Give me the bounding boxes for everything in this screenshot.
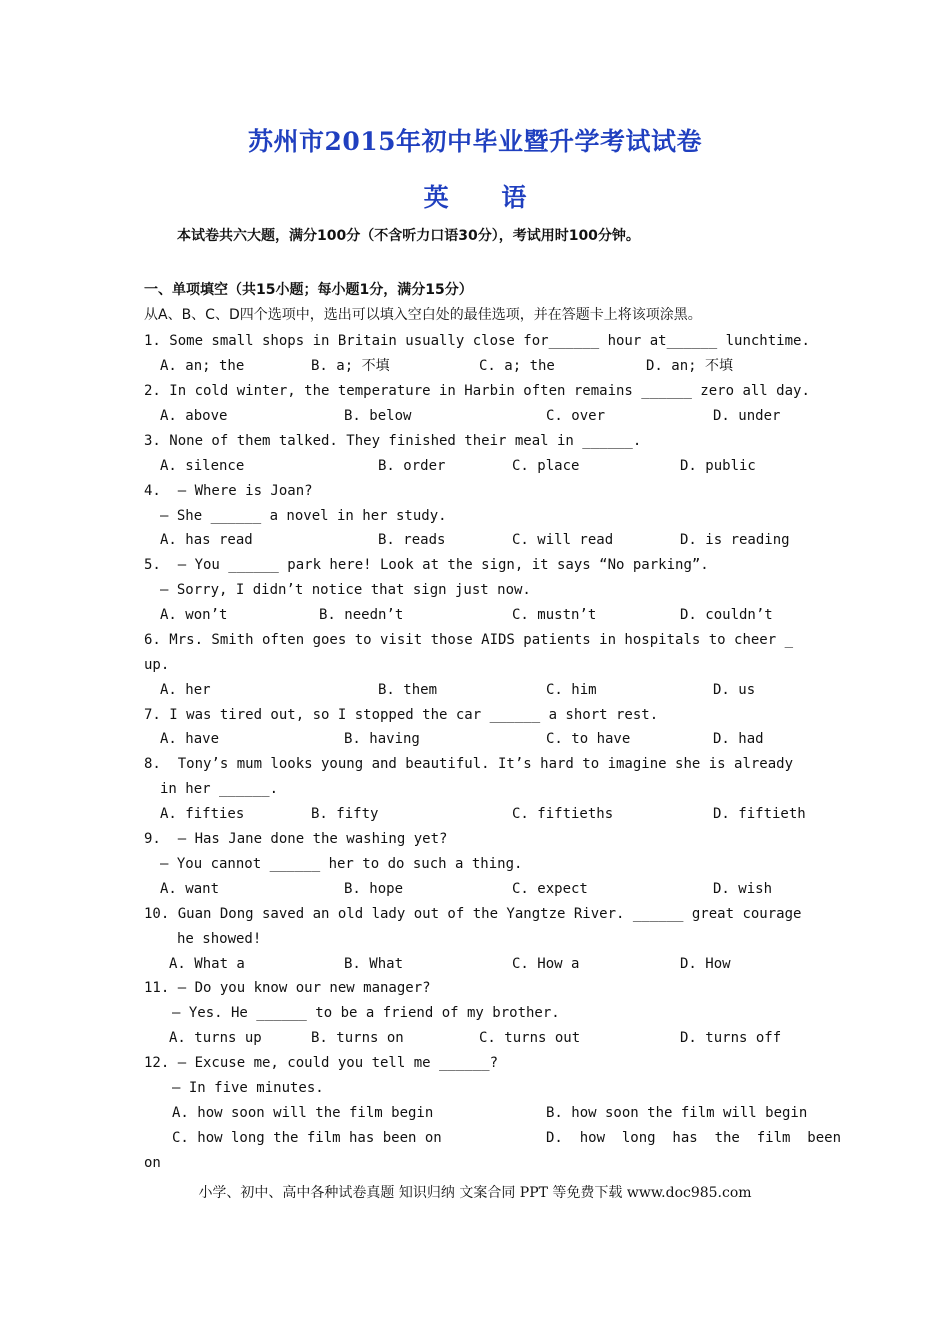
q8-option-d: D. fiftieth [713, 806, 806, 822]
q6-option-b: B. them [378, 682, 438, 698]
q12-option-c: C. how long the film has been on [172, 1130, 442, 1146]
q3-option-c: C. place [512, 458, 580, 474]
q1-option-c: C. a; the [479, 358, 555, 374]
q9-option-b: B. hope [344, 881, 404, 897]
q2-option-a: A. above [160, 408, 228, 424]
q5-option-a: A. won’t [160, 607, 228, 623]
section-title: 一、单项填空（共15小题；每小题1分，满分15分） [144, 282, 473, 298]
question-2-stem: 2. In cold winter, the temperature in Harbin often remains ______ zero all day. [144, 383, 810, 399]
q5-option-c: C. mustn’t [512, 607, 597, 623]
question-8-stem: 8. Tony’s mum looks young and beautiful. It’s hard to imagine she is already [144, 756, 794, 772]
q8-option-b: B. fifty [311, 806, 379, 822]
q11-option-a: A. turns up [169, 1030, 262, 1046]
question-9-stem: 9. — Has Jane done the washing yet? [144, 831, 448, 847]
q11-option-b: B. turns on [311, 1030, 404, 1046]
q12-option-d: D. how long has the film been [546, 1130, 842, 1146]
question-6-wrap: up. [144, 657, 170, 673]
q8-option-c: C. fiftieths [512, 806, 614, 822]
question-11-reply: — Yes. He ______ to be a friend of my brother. [172, 1005, 560, 1021]
q1-option-b: B. a; 不填 [311, 358, 390, 374]
question-4-reply: — She ______ a novel in her study. [160, 508, 447, 524]
q12-option-d-wrap: on [144, 1155, 161, 1171]
q10-option-c: C. How a [512, 956, 580, 972]
q8-option-a: A. fifties [160, 806, 245, 822]
subject-title: 英 语 [423, 183, 527, 212]
q6-option-c: C. him [546, 682, 597, 698]
question-12-stem: 12. — Excuse me, could you tell me ______? [144, 1055, 499, 1071]
q10-option-b: B. What [344, 956, 404, 972]
question-7-stem: 7. I was tired out, so I stopped the car ______ a short rest. [144, 707, 659, 723]
section-instruction: 从A、B、C、D四个选项中，选出可以填入空白处的最佳选项，并在答题卡上将该项涂黑。 [144, 307, 702, 323]
question-10-stem: 10. Guan Dong saved an old lady out of the Yangtze River. ______ great courage [144, 906, 802, 922]
q7-option-a: A. have [160, 731, 220, 747]
q4-option-d: D. is reading [680, 532, 790, 548]
q9-option-c: C. expect [512, 881, 588, 897]
q4-option-c: C. will read [512, 532, 614, 548]
question-1-stem: 1. Some small shops in Britain usually close for______ hour at______ lunchtime. [144, 333, 810, 349]
q2-option-b: B. below [344, 408, 412, 424]
q5-option-b: B. needn’t [319, 607, 404, 623]
q7-option-b: B. having [344, 731, 420, 747]
q10-option-a: A. What a [169, 956, 245, 972]
question-11-stem: 11. — Do you know our new manager? [144, 980, 431, 996]
q2-option-c: C. over [546, 408, 606, 424]
question-9-reply: — You cannot ______ her to do such a thing. [160, 856, 523, 872]
q11-option-d: D. turns off [680, 1030, 782, 1046]
q9-option-a: A. want [160, 881, 220, 897]
q7-option-d: D. had [713, 731, 764, 747]
question-3-stem: 3. None of them talked. They finished their meal in ______. [144, 433, 642, 449]
footer-watermark: 小学、初中、高中各种试卷真题 知识归纳 文案合同 PPT 等免费下载 www.doc985.com [198, 1185, 752, 1201]
q4-option-b: B. reads [378, 532, 446, 548]
question-12-reply: — In five minutes. [172, 1080, 324, 1096]
q11-option-c: C. turns out [479, 1030, 581, 1046]
q6-option-d: D. us [713, 682, 756, 698]
question-4-stem: 4. — Where is Joan? [144, 483, 313, 499]
q3-option-a: A. silence [160, 458, 245, 474]
question-5-reply: — Sorry, I didn’t notice that sign just now. [160, 582, 531, 598]
question-6-stem: 6. Mrs. Smith often goes to visit those AIDS patients in hospitals to cheer _ [144, 632, 794, 648]
q9-option-d: D. wish [713, 881, 773, 897]
exam-title: 苏州市2015年初中毕业暨升学考试试卷 [247, 127, 703, 156]
q4-option-a: A. has read [160, 532, 253, 548]
q3-option-d: D. public [680, 458, 756, 474]
question-10-wrap: he showed! [177, 931, 262, 947]
q10-option-d: D. How [680, 956, 731, 972]
q1-option-a: A. an; the [160, 358, 245, 374]
exam-note: 本试卷共六大题，满分100分（不含听力口语30分），考试用时100分钟。 [177, 228, 640, 244]
q12-option-a: A. how soon will the film begin [172, 1105, 434, 1121]
q5-option-d: D. couldn’t [680, 607, 773, 623]
q7-option-c: C. to have [546, 731, 631, 747]
q2-option-d: D. under [713, 408, 781, 424]
question-8-wrap: in her ______. [160, 781, 279, 797]
q3-option-b: B. order [378, 458, 446, 474]
q6-option-a: A. her [160, 682, 211, 698]
question-5-stem: 5. — You ______ park here! Look at the sign, it says “No parking”. [144, 557, 709, 573]
q12-option-b: B. how soon the film will begin [546, 1105, 808, 1121]
q1-option-d: D. an; 不填 [646, 358, 734, 374]
